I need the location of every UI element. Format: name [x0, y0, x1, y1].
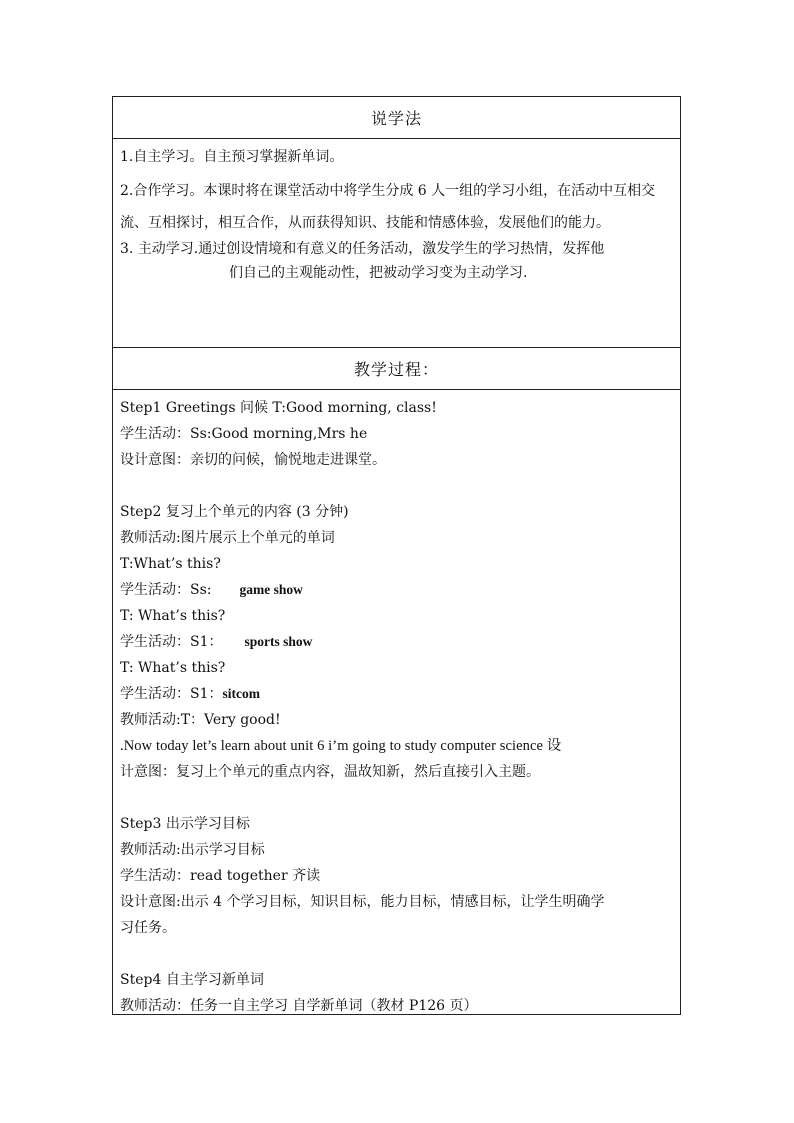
teaching-process-heading: 教学过程： — [353, 360, 439, 379]
step2-title: Step2 复习上个单元的内容 (3 分钟) — [120, 504, 349, 520]
spacer — [120, 473, 674, 499]
method-item-3-line-1: 3. 主动学习.通过创设情境和有意义的任务活动，激发学生的学习热情，发挥他 — [120, 241, 605, 257]
step2-question-3: T: What’s this? — [120, 660, 226, 676]
teaching-process-content — [113, 390, 680, 1014]
step2-teacher-activity-2: 教师活动:T：Very good! — [120, 712, 281, 728]
step2-answer-1 — [120, 577, 674, 603]
method-item-3-line-2: 们自己的主观能动性，把被动学习变为主动学习. — [229, 265, 528, 281]
lesson-plan-table — [112, 96, 681, 1015]
answer-3-term: sitcom — [222, 686, 260, 701]
learning-methods-content — [113, 139, 680, 348]
learning-methods-header — [113, 97, 680, 139]
step2-question-1: T:What’s this? — [120, 556, 221, 572]
answer-2-term: sports show — [244, 634, 313, 649]
step3-teacher-activity: 教师活动:出示学习目标 — [120, 842, 265, 858]
method-item-2: 2.合作学习。本课时将在课堂活动中将学生分成 6 人一组的学习小组，在活动中互相交流、互相探讨，相互合作，从而获得知识、技能和情感体验，发展他们的能力。 — [120, 183, 656, 231]
learning-methods-heading: 说学法 — [370, 109, 422, 128]
answer-3-prefix: 学生活动：S1： — [120, 686, 223, 702]
step3-design-intent-line-1: 设计意图:出示 4 个学习目标，知识目标，能力目标，情感目标，让学生明确学 — [120, 894, 605, 910]
step2-answer-2 — [120, 629, 674, 655]
step4-teacher-activity: 教师活动：任务一自主学习 自学新单词（教材 P126 页） — [120, 998, 478, 1014]
step1-title: Step1 Greetings 问候 T:Good morning, class! — [120, 400, 437, 416]
step1-student-activity: 学生活动：Ss:Good morning,Mrs he — [120, 426, 368, 442]
step2-question-2: T: What’s this? — [120, 608, 226, 624]
teaching-process-header — [113, 348, 680, 390]
spacer — [120, 785, 674, 811]
answer-2-prefix: 学生活动：S1： — [120, 634, 223, 650]
step2-now-line: .Now today let’s learn about unit 6 i’m going to study computer science 设 — [120, 738, 562, 754]
step2-answer-3 — [120, 681, 674, 707]
spacer — [120, 941, 674, 967]
answer-1-prefix: 学生活动：Ss: — [120, 582, 212, 598]
step3-design-intent-line-2: 习任务。 — [120, 920, 176, 936]
step3-title: Step3 出示学习目标 — [120, 816, 250, 832]
step2-design-intent: 计意图：复习上个单元的重点内容，温故知新，然后直接引入主题。 — [120, 764, 540, 780]
answer-1-term: game show — [239, 582, 303, 597]
step3-student-activity: 学生活动：read together 齐读 — [120, 868, 321, 884]
step4-title: Step4 自主学习新单词 — [120, 972, 264, 988]
step1-design-intent: 设计意图：亲切的问候，愉悦地走进课堂。 — [120, 452, 386, 468]
method-item-1: 1.自主学习。自主预习掌握新单词。 — [120, 149, 344, 165]
method-item-3 — [120, 237, 674, 285]
step2-teacher-activity: 教师活动:图片展示上个单元的单词 — [120, 530, 335, 546]
